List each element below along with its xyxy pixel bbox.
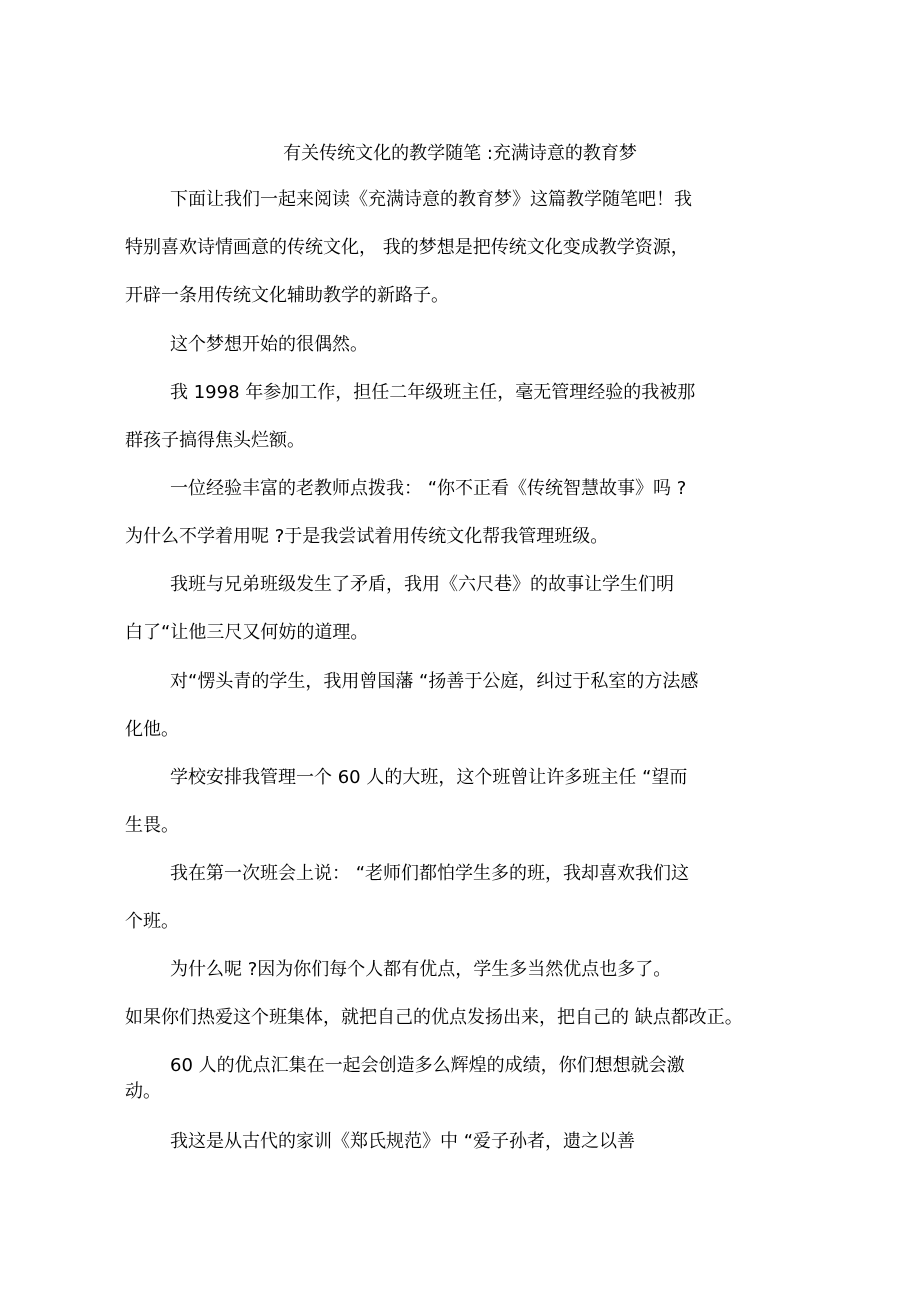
paragraph-line: 化他。	[125, 719, 179, 740]
paragraph-line: 我这是从古代的家训《郑氏规范》中 “爱子孙者，遗之以善	[170, 1131, 636, 1152]
paragraph-line: 开辟一条用传统文化辅助教学的新路子。	[125, 285, 449, 306]
paragraph-line: 我班与兄弟班级发生了矛盾，我用《六尺巷》的故事让学生们明	[170, 574, 674, 595]
paragraph-line: 60 人的优点汇集在一起会创造多么辉煌的成绩，你们想想就会激	[170, 1055, 685, 1076]
paragraph-line: 如果你们热爱这个班集体，就把自己的优点发扬出来，把自己的 缺点都改正。	[125, 1007, 743, 1028]
paragraph-line: 特别喜欢诗情画意的传统文化， 我的梦想是把传统文化变成教学资源，	[125, 237, 689, 258]
paragraph-line: 动。	[125, 1081, 161, 1102]
document-title: 有关传统文化的教学随笔 :充满诗意的教育梦	[283, 143, 637, 164]
paragraph-line: 对“愣头青的学生，我用曾国藩 “扬善于公庭，纠过于私室的方法感	[170, 671, 699, 692]
paragraph-line: 生畏。	[125, 815, 179, 836]
paragraph-line: 我在第一次班会上说： “老师们都怕学生多的班，我却喜欢我们这	[170, 863, 690, 884]
paragraph-line: 一位经验丰富的老教师点拨我： “你不正看《传统智慧故事》吗 ?	[170, 478, 687, 499]
paragraph-line: 这个梦想开始的很偶然。	[170, 334, 368, 355]
paragraph-line: 学校安排我管理一个 60 人的大班，这个班曾让许多班主任 “望而	[170, 767, 688, 788]
paragraph-line: 我 1998 年参加工作，担任二年级班主任，毫无管理经验的我被那	[170, 382, 696, 403]
paragraph-line: 为什么不学着用呢 ?于是我尝试着用传统文化帮我管理班级。	[125, 526, 609, 547]
paragraph-line: 白了“让他三尺又何妨的道理。	[125, 622, 369, 643]
paragraph-line: 下面让我们一起来阅读《充满诗意的教育梦》这篇教学随笔吧！我	[170, 189, 692, 210]
paragraph-line: 为什么呢 ?因为你们每个人都有优点，学生多当然优点也多了。	[170, 959, 672, 980]
paragraph-line: 个班。	[125, 911, 179, 932]
paragraph-line: 群孩子搞得焦头烂额。	[125, 430, 305, 451]
